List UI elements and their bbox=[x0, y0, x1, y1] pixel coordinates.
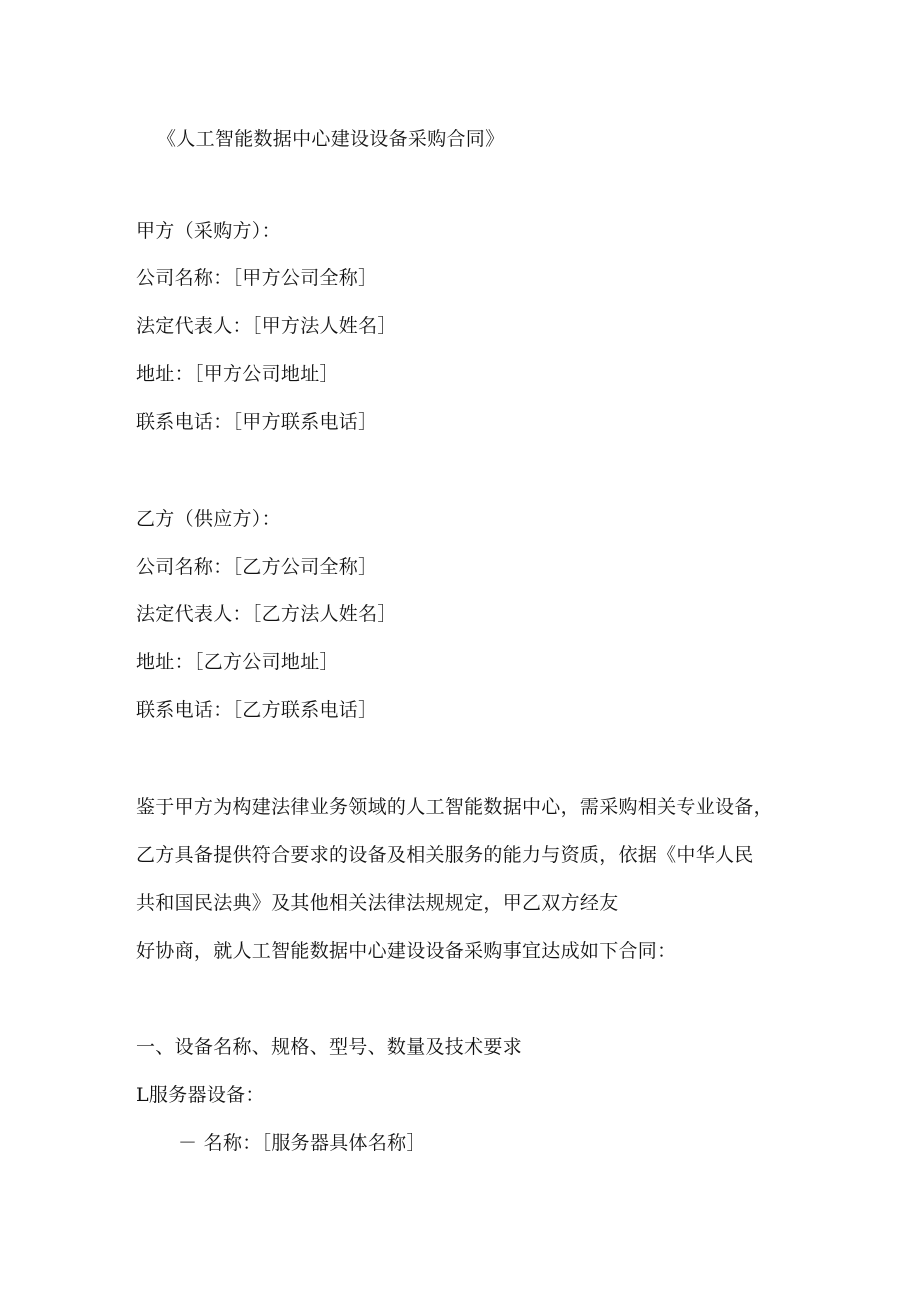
party-a-heading: 甲方（采购方）： bbox=[136, 220, 281, 242]
party-a-company: 公司名称：［甲方公司全称］ bbox=[136, 267, 378, 289]
party-b-heading: 乙方（供应方）： bbox=[136, 508, 281, 530]
preamble-line: 乙方具备提供符合要求的设备及相关服务的能力与资质，依据《中华人民 bbox=[136, 844, 754, 866]
party-a-address: 地址：［甲方公司地址］ bbox=[136, 363, 339, 385]
section-heading: 一、设备名称、规格、型号、数量及技术要求 bbox=[136, 1036, 523, 1058]
preamble-line: 鉴于甲方为构建法律业务领域的人工智能数据中心，需采购相关专业设备， bbox=[136, 796, 773, 818]
party-b-company: 公司名称：［乙方公司全称］ bbox=[136, 556, 378, 578]
party-b-representative: 法定代表人：［乙方法人姓名］ bbox=[136, 603, 397, 625]
party-b-address: 地址：［乙方公司地址］ bbox=[136, 651, 339, 673]
preamble-line: 好协商，就人工智能数据中心建设设备采购事宜达成如下合同： bbox=[136, 940, 677, 962]
preamble-line: 共和国民法典》及其他相关法律法规规定，甲乙双方经友 bbox=[136, 892, 619, 914]
section-item-server-name: － 名称：［服务器具体名称］ bbox=[178, 1132, 426, 1154]
section-item-server: L服务器设备： bbox=[136, 1084, 265, 1106]
document-title: 《人工智能数据中心建设设备采购合同》 bbox=[157, 128, 505, 150]
party-a-phone: 联系电话：［甲方联系电话］ bbox=[136, 411, 378, 433]
party-a-representative: 法定代表人：［甲方法人姓名］ bbox=[136, 315, 397, 337]
party-b-phone: 联系电话：［乙方联系电话］ bbox=[136, 699, 378, 721]
